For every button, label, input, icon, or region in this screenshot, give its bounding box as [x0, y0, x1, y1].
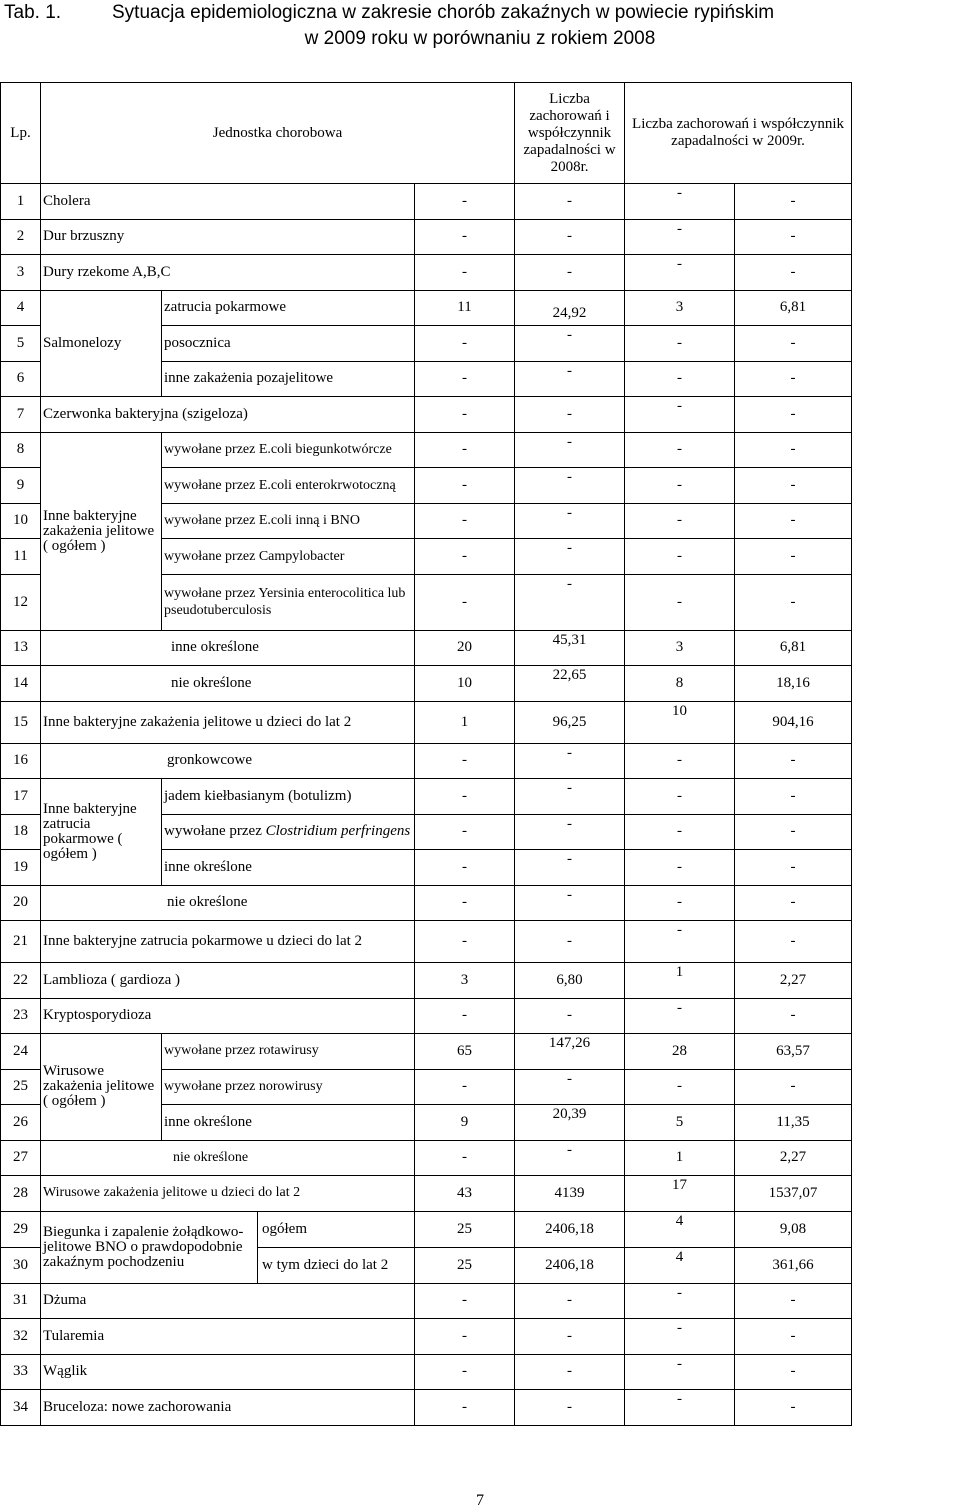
disease-name: jadem kiełbasianym (botulizm): [162, 779, 415, 815]
disease-name: Dur brzuszny: [41, 219, 415, 255]
table-row: 2 Dur brzuszny - - - -: [1, 219, 852, 255]
header-lp: Lp.: [1, 83, 41, 184]
table-row: 5 posocznica - - - -: [1, 326, 852, 362]
table-row: 7 Czerwonka bakteryjna (szigeloza) - - - -: [1, 397, 852, 433]
table-row: 3 Dury rzekome A,B,C - - - -: [1, 255, 852, 291]
table-row: 20 nie określone - - - -: [1, 885, 852, 921]
group-bacterial-intestinal: Inne bakteryjne zakażenia jelitowe ( ogółem ): [41, 432, 162, 630]
group-salmonelozy: Salmonelozy: [41, 290, 162, 397]
table-row: 31 Dżuma - - - -: [1, 1283, 852, 1319]
table-row: 32 Tularemia - - - -: [1, 1319, 852, 1355]
disease-name: Bruceloza: nowe zachorowania: [41, 1390, 415, 1426]
group-viral-intestinal: Wirusowe zakażenia jelitowe ( ogółem ): [41, 1034, 162, 1141]
disease-name: posocznica: [162, 326, 415, 362]
disease-name: zatrucia pokarmowe: [162, 290, 415, 326]
header-unit: Jednostka chorobowa: [41, 83, 515, 184]
disease-name: wywołane przez norowirusy: [162, 1069, 415, 1105]
table-title: [0, 0, 960, 60]
disease-name: wywołane przez Campylobacter: [162, 539, 415, 575]
header-2009: Liczba zachorowań i współczynnik zapadalności w 2009r.: [625, 83, 852, 184]
table-row: 6 inne zakażenia pozajelitowe - - - -: [1, 361, 852, 397]
disease-name: Lamblioza ( gardioza ): [41, 963, 415, 999]
disease-name: Inne bakteryjne zatrucia pokarmowe u dzieci do lat 2: [41, 921, 415, 963]
disease-name: Kryptosporydioza: [41, 998, 415, 1034]
disease-name: wywołane przez Yersinia enterocolitica lub pseudotuberculosis: [162, 574, 415, 630]
disease-name: inne zakażenia pozajelitowe: [162, 361, 415, 397]
disease-name: inne określone: [41, 630, 415, 666]
table-row: 26 inne określone 9 20,39 5 11,35: [1, 1105, 852, 1141]
disease-name: nie określone: [41, 885, 415, 921]
disease-name: wywołane przez Clostridium perfringens: [162, 814, 415, 850]
group-diarrhea: Biegunka i zapalenie żołądkowo-jelitowe BNO o prawdopodobnie zakaźnym pochodzeniu ogółem w tym dzieci do lat 2: [41, 1211, 415, 1283]
table-row: 17 Inne bakteryjne zatrucia pokarmowe ( ogółem ) jadem kiełbasianym (botulizm) - - - -: [1, 779, 852, 815]
title-line-2: w 2009 roku w porównaniu z rokiem 2008: [304, 28, 656, 49]
table-row: 30 25 2406,18 4 361,66: [1, 1247, 852, 1283]
table-row: 29 Biegunka i zapalenie żołądkowo-jelitowe BNO o prawdopodobnie zakaźnym pochodzeniu ogółem w tym dzieci do lat 2 25 2406,18 4 9,08: [1, 1211, 852, 1247]
disease-name: Inne bakteryjne zakażenia jelitowe u dzieci do lat 2: [41, 701, 415, 743]
disease-name: nie określone: [41, 666, 415, 702]
table-row: 21 Inne bakteryjne zatrucia pokarmowe u dzieci do lat 2 - - - -: [1, 921, 852, 963]
disease-name: Cholera: [41, 184, 415, 220]
table-row: 34 Bruceloza: nowe zachorowania - - - -: [1, 1390, 852, 1426]
table-row: 25 wywołane przez norowirusy - - - -: [1, 1069, 852, 1105]
disease-name: wywołane przez rotawirusy: [162, 1034, 415, 1070]
group-bacterial-food: Inne bakteryjne zatrucia pokarmowe ( ogółem ): [41, 779, 162, 886]
disease-name: inne określone: [162, 850, 415, 886]
table-row: 10 wywołane przez E.coli inną i BNO - - - -: [1, 503, 852, 539]
disease-name: Czerwonka bakteryjna (szigeloza): [41, 397, 415, 433]
disease-table: [0, 82, 852, 1426]
table-row: 12 wywołane przez Yersinia enterocolitica lub pseudotuberculosis - - - -: [1, 574, 852, 630]
table-row: 28 Wirusowe zakażenia jelitowe u dzieci do lat 2 43 4139 17 1537,07: [1, 1176, 852, 1212]
header-row: [1, 83, 852, 184]
table-row: 1 Cholera - - - -: [1, 184, 852, 220]
table-row: 23 Kryptosporydioza - - - -: [1, 998, 852, 1034]
title-line-1: Sytuacja epidemiologiczna w zakresie chorób zakaźnych w powiecie rypińskim: [112, 2, 775, 23]
disease-name: Dury rzekome A,B,C: [41, 255, 415, 291]
table-row: 22 Lamblioza ( gardioza ) 3 6,80 1 2,27: [1, 963, 852, 999]
table-row: 8 Inne bakteryjne zakażenia jelitowe ( ogółem ) wywołane przez E.coli biegunkotwórcze - - - -: [1, 432, 852, 468]
table-row: 16 gronkowcowe - - - -: [1, 743, 852, 779]
table-row: 14 nie określone 10 22,65 8 18,16: [1, 666, 852, 702]
table-row: 4 Salmonelozy zatrucia pokarmowe 11 24,92 3 6,81: [1, 290, 852, 326]
table-row: 24 Wirusowe zakażenia jelitowe ( ogółem ) wywołane przez rotawirusy 65 147,26 28 63,57: [1, 1034, 852, 1070]
table-row: 18 wywołane przez Clostridium perfringens - - - -: [1, 814, 852, 850]
disease-name: wywołane przez E.coli biegunkotwórcze: [162, 432, 415, 468]
table-label: Tab. 1.: [4, 2, 62, 23]
table-row: 33 Wąglik - - - -: [1, 1354, 852, 1390]
table-row: 9 wywołane przez E.coli enterokrwotoczną - - - -: [1, 468, 852, 504]
table-row: 13 inne określone 20 45,31 3 6,81: [1, 630, 852, 666]
disease-name: nie określone: [41, 1140, 415, 1176]
disease-name: Wirusowe zakażenia jelitowe u dzieci do lat 2: [41, 1176, 415, 1212]
disease-name: Wąglik: [41, 1354, 415, 1390]
disease-name: gronkowcowe: [41, 743, 415, 779]
disease-name: Tularemia: [41, 1319, 415, 1355]
disease-name: wywołane przez E.coli inną i BNO: [162, 503, 415, 539]
header-2008: Liczba zachorowań i współczynnik zapadalności w 2008r.: [515, 83, 625, 184]
disease-name: Dżuma: [41, 1283, 415, 1319]
page-number: 7: [476, 1492, 484, 1509]
table-row: 11 wywołane przez Campylobacter - - - -: [1, 539, 852, 575]
disease-name: inne określone: [162, 1105, 415, 1141]
table-row: 15 Inne bakteryjne zakażenia jelitowe u dzieci do lat 2 1 96,25 10 904,16: [1, 701, 852, 743]
table-row: 27 nie określone - - 1 2,27: [1, 1140, 852, 1176]
table-row: 19 inne określone - - - -: [1, 850, 852, 886]
disease-name: wywołane przez E.coli enterokrwotoczną: [162, 468, 415, 504]
